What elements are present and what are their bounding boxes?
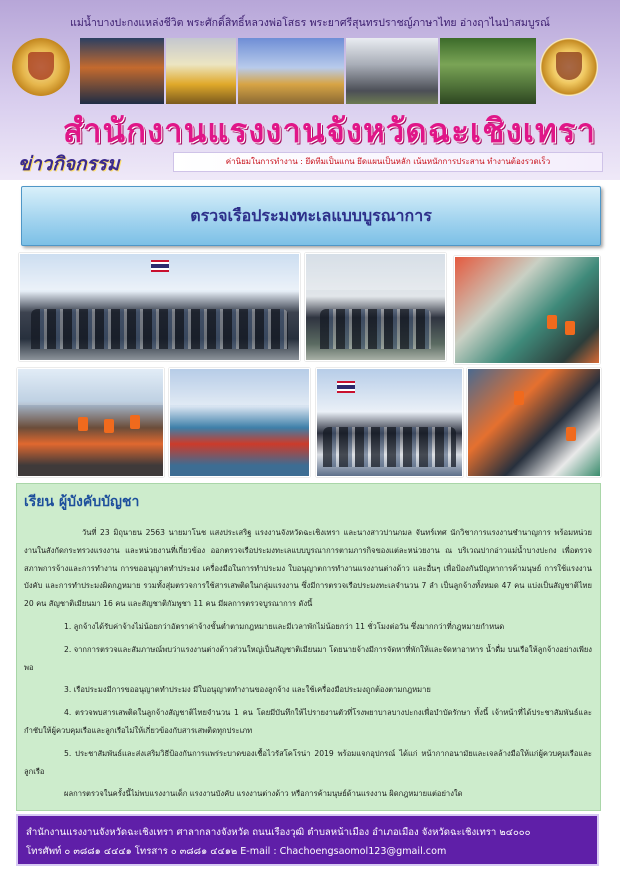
banner-photo-river-sunset xyxy=(80,38,164,104)
event-photo-fishing-boat xyxy=(169,368,310,477)
finding-item-1: 1. ลูกจ้างได้รับค่าจ้างไม่น้อยกว่าอัตราค่าจ้างขั้นต่ำตามกฎหมายและมีเวลาพักไม่น้อยกว่า 11 ชั่วโมงต่อวัน ซึ่งมากกว่าที่กฎหมายกำหนด xyxy=(64,621,505,631)
event-photo-inspection-team xyxy=(305,253,446,361)
banner-photo-luang-pho-sothon xyxy=(166,38,236,104)
province-slogan: แม่น้ำบางปะกงแหล่งชีวิต พระศักดิ์สิทธิ์หลวงพ่อโสธร พระยาศรีสุนทรปราชญ์ภาษาไทย อ่างฤาไนป่าสมบูรณ์ xyxy=(70,17,550,29)
finding-item-4: 4. ตรวจพบสารเสพติดในลูกจ้างสัญชาติไทยจำนวน 1 คน โดยมีบันทึกให้ไปรายงานตัวที่โรงพยาบาลบางปะกงเพื่อบำบัดรักษา ทั้งนี้ เจ้าหน้าที่ได้ประชาสัมพันธ์และกำชับให้ผู้ควบคุมเรือและลูกเรือไม่ให้เกี่ยวข้องกับสารเสพติดทุกประเภท xyxy=(24,708,592,735)
finding-item-5: 5. ประชาสัมพันธ์และส่งเสริมวิธีป้องกันการแพร่ระบาดของเชื้อไวรัสโคโรน่า 2019 พร้อมแจกอุปกรณ์ ได้แก่ หน้ากากอนามัยและเจลล้างมือให้แก่ผู้ควบคุมเรือและลูกเรือ xyxy=(24,748,592,776)
labour-office-seal-icon xyxy=(540,38,598,96)
office-title: สำนักงานแรงงานจังหวัดฉะเชิงเทรา xyxy=(62,111,596,150)
finding-item-3: 3. เรือประมงมีการขออนุญาตทำประมง มีใบอนุญาตทำงานของลูกจ้าง และใช้เครื่องมือประมงถูกต้องตามกฎหมาย xyxy=(64,685,431,695)
banner-photo-temple xyxy=(238,38,344,104)
banner-photo-forest xyxy=(440,38,536,104)
footer-address: สำนักงานแรงงานจังหวัดฉะเชิงเทรา ศาลากลางจังหวัด ถนนเรืองวุฒิ ตำบลหน้าเมือง อำเภอเมือง จังหวัดฉะเชิงเทรา ๒๔๐๐๐ xyxy=(26,827,531,838)
event-photo-group xyxy=(19,253,300,361)
footer-phone-email: โทรศัพท์ ๐ ๓๘๘๑ ๔๔๔๑ โทรสาร ๐ ๓๘๘๑ ๔๔๑๒ E-mail : Chachoengsaomol123@gmail.com xyxy=(26,846,447,857)
work-motto: ค่านิยมในการทำงาน : ยึดทีมเป็นแกน ยึดแผนเป็นหลัก เน้นหนักการประสาน ทำงานต้องรวดเร็ว xyxy=(173,152,603,172)
banner-photo-monument xyxy=(346,38,438,104)
salutation: เรียน ผู้บังคับบัญชา xyxy=(24,494,140,510)
footer-contact xyxy=(16,814,599,866)
letter-conclusion: ผลการตรวจในครั้งนี้ไม่พบแรงงานเด็ก แรงงานบังคับ แรงงานต่างด้าว หรือการค้ามนุษย์ด้านแรงงาน ผิดกฎหมายแต่อย่างใด xyxy=(64,789,463,799)
letter-paragraph: วันที่ 23 มิถุนายน 2563 นายมาโนช แสงประเสริฐ แรงงานจังหวัดฉะเชิงเทรา และนางสาวปานกมล จันทร์เทศ นักวิชาการแรงงานชำนาญการ พร้อมหน่วยงานในสังกัดกระทรวงแรงงาน และหน่วยงานที่เกี่ยวข้อง ออกตรวจเรือประมงทะเลแบบบูรณาการตามภารกิจของแต่ละหน่วยงาน ณ บริเวณปากอ่าวแม่น้ำบางปะกง เพื่อตรวจสภาพการจ้างและการทำงาน การขออนุญาตทำประมง เครื่องมือในการทำประมง ใบอนุญาตการทำงานแรงงานต่างด้าว และอื่นๆ เพื่อป้องกันปัญหาการค้ามนุษย์ การใช้แรงงานบังคับ และการทำประมงผิดกฎหมาย รวมทั้งสุ่มตรวจการใช้สารเสพติดในกลุ่มแรงงาน ซึ่งมีการตรวจเรือประมงทะเลจำนวน 7 ลำ เป็นลูกจ้างทั้งหมด 47 คน แบ่งเป็นสัญชาติไทย 20 คน สัญชาติเมียนมา 16 คน และสัญชาติกัมพูชา 11 คน มีผลการตรวจบูรณาการ ดังนี้ xyxy=(24,528,592,609)
event-photo-document-check xyxy=(467,368,601,477)
finding-item-2: 2. จากการตรวจและสัมภาษณ์พบว่าแรงงานต่างด้าวส่วนใหญ่เป็นสัญชาติเมียนมา โดยนายจ้างมีการจัดหาที่พักให้และจัดหาอาหาร น้ำดื่ม บนเรือให้ลูกจ้างอย่างเพียงพอ xyxy=(24,644,592,672)
event-title: ตรวจเรือประมงทะเลแบบบูรณาการ xyxy=(190,206,432,225)
event-photo-crew-lifejackets xyxy=(17,368,164,477)
province-seal-icon xyxy=(12,38,70,96)
event-photo-handover xyxy=(316,368,463,477)
event-title-box xyxy=(21,186,601,246)
letter-body xyxy=(24,524,592,808)
header-banner xyxy=(0,0,620,180)
report-letter xyxy=(16,483,601,811)
news-label: ข่าวกิจกรรม xyxy=(18,153,120,175)
event-photo-boat-deck xyxy=(454,256,600,364)
